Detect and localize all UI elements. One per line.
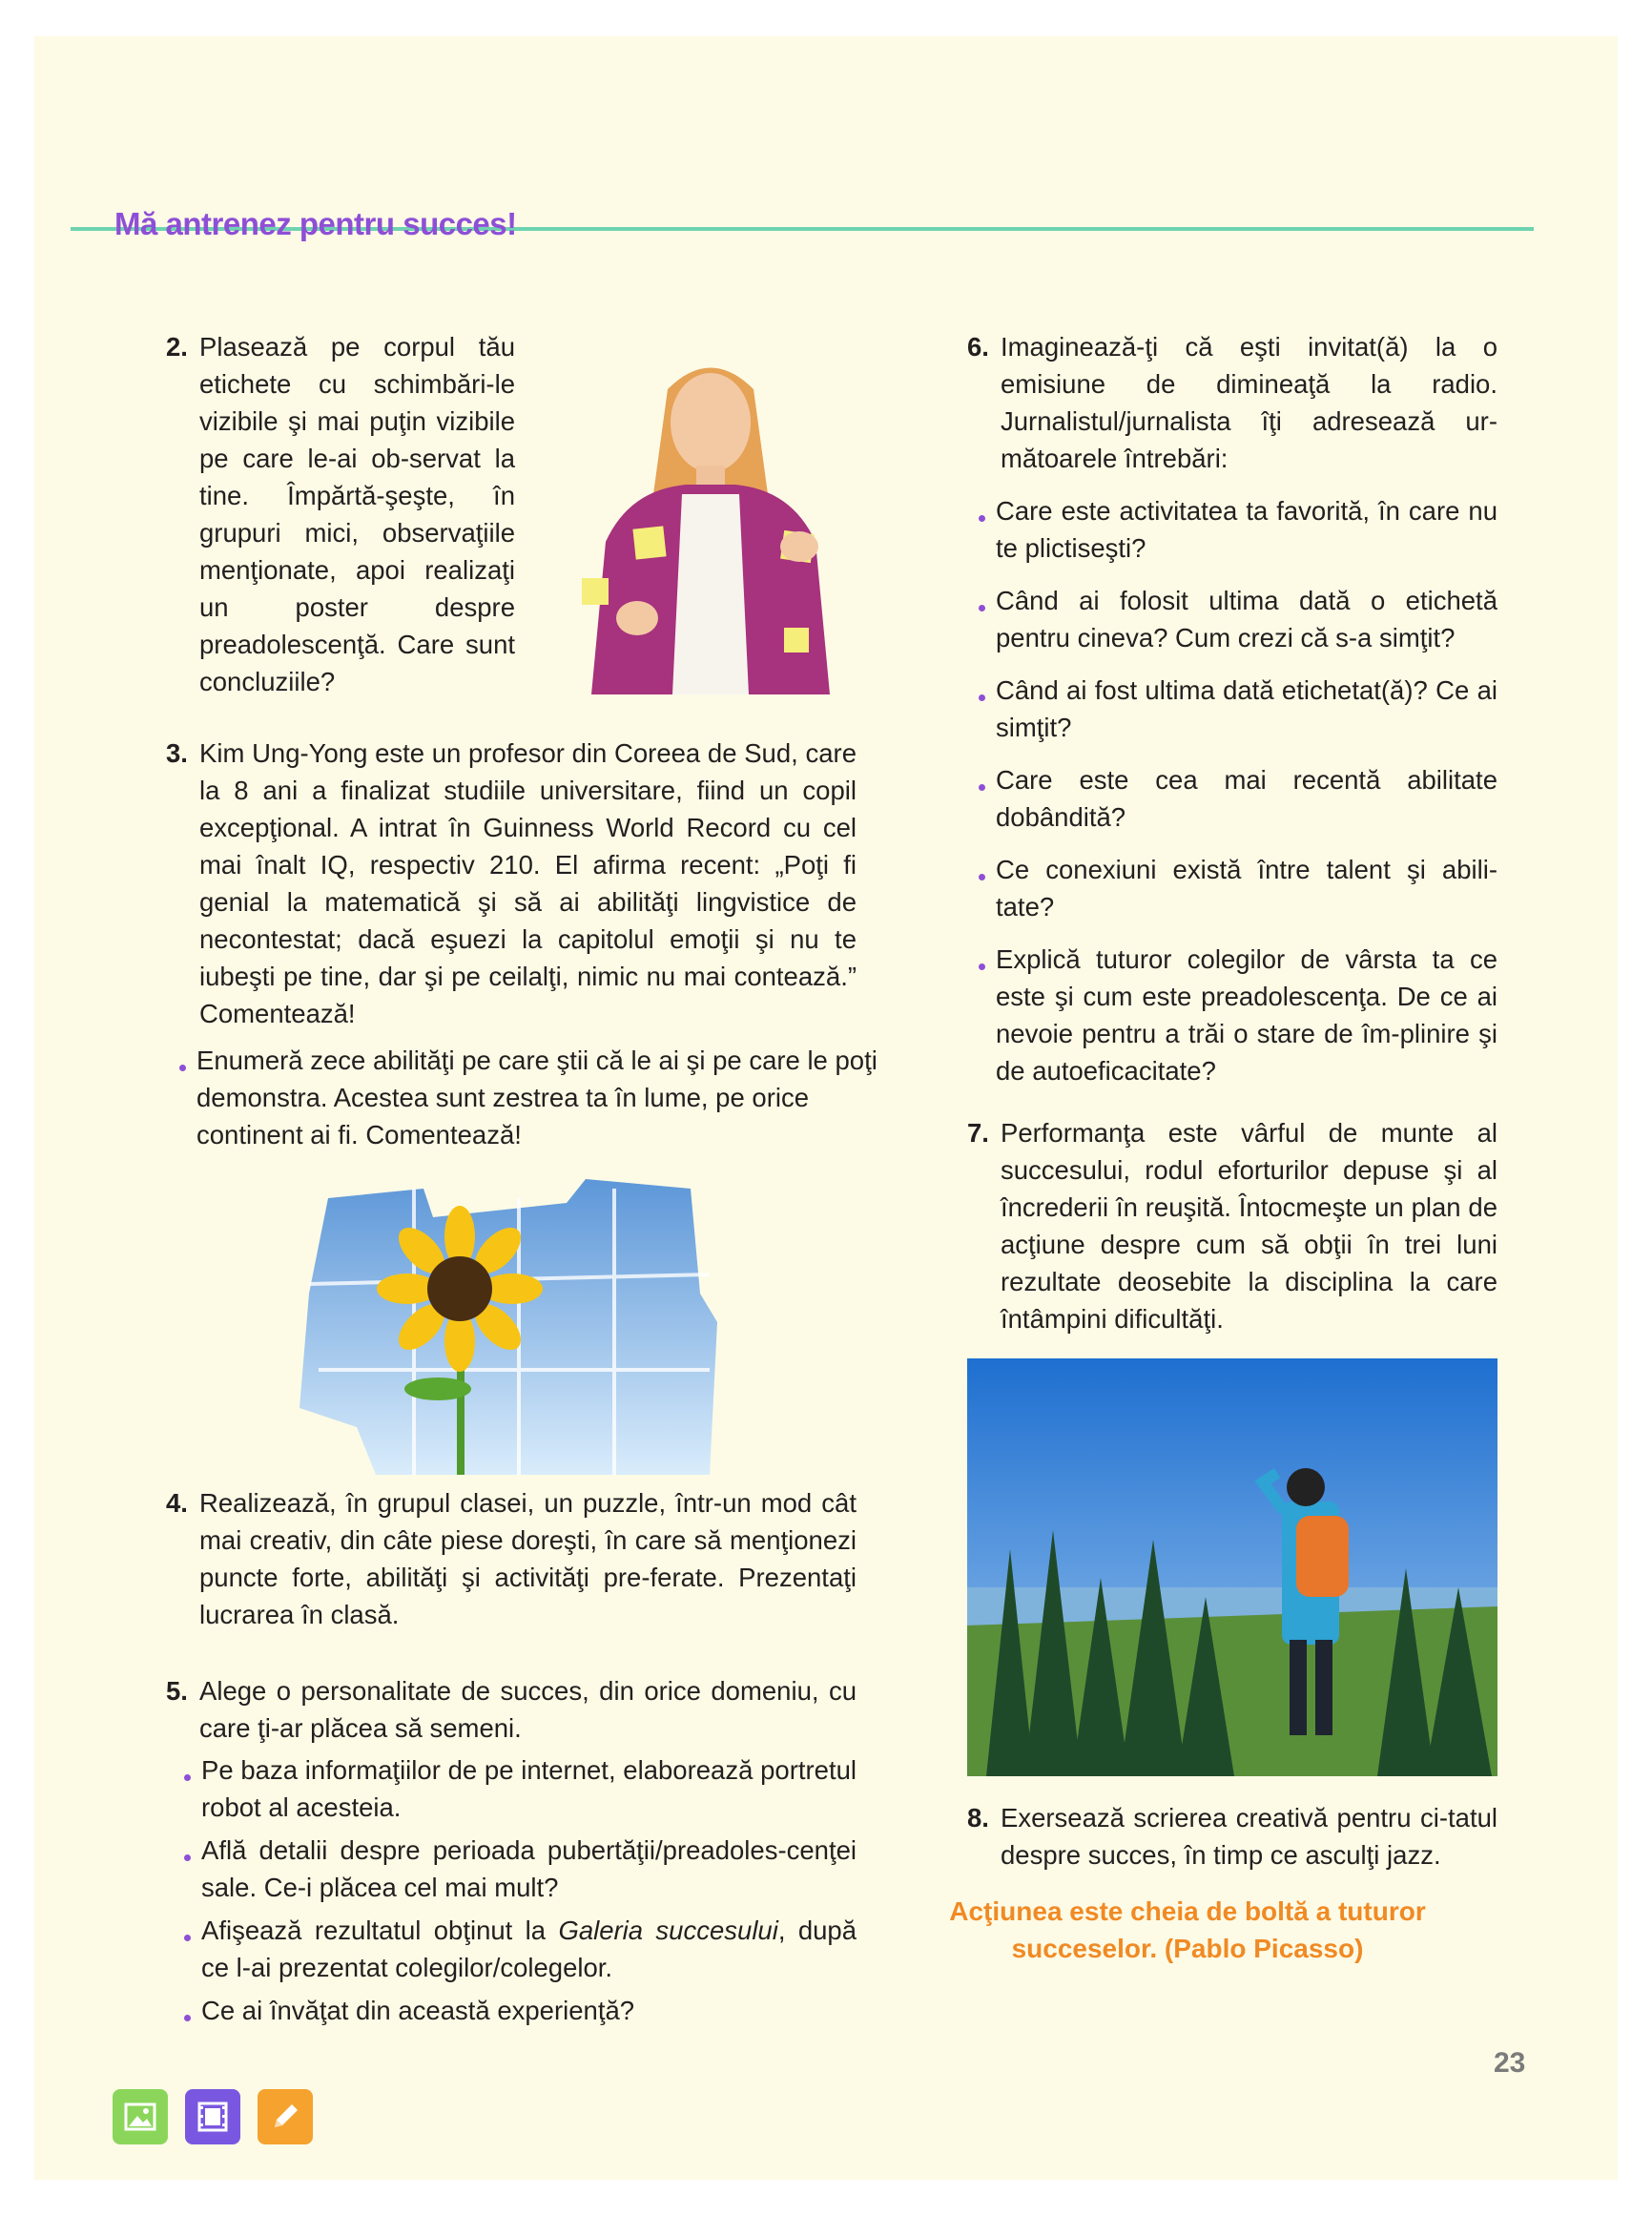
question-6-number: 6. xyxy=(967,332,989,362)
question-7 xyxy=(967,1114,1497,1337)
question-2-text: Plasează pe corpul tău etichete cu schimbări-le vizibile şi mai puţin vizibile pe care le-ai ob-servat la tine. Împărtă-şeşte, în grupuri mici, observaţiile menţionate, apoi realizaţi un poster despre preadolescenţă. Care sunt concluziile? xyxy=(199,332,515,696)
question-6-bullet-6: Explică tuturor colegilor de vârsta ta ce este şi cum este preadolescenţa. De ce ai nevoie pentru a trăi o stare de îm-plinire şi de autoeficacitate? xyxy=(969,941,1497,1089)
question-3-bullet: Enumeră zece abilităţi pe care ştii că le ai şi pe care le poţi demonstra. Acestea sunt zestrea ta în lume, pe orice continent ai fi. Comentează! xyxy=(170,1042,883,1153)
question-6 xyxy=(967,328,1497,477)
question-5-text: Alege o personalitate de succes, din orice domeniu, cu care ţi-ar plăcea să semeni. xyxy=(199,1676,857,1743)
gallery-name: Galeria succesului xyxy=(558,1916,778,1945)
hiker-landscape-image xyxy=(967,1358,1497,1776)
question-5 xyxy=(166,1672,857,1747)
question-8 xyxy=(967,1799,1497,1874)
question-6-bullet-4: Care este cea mai recentă abilitate dobândită? xyxy=(969,761,1497,836)
question-4 xyxy=(166,1484,857,1633)
question-3 xyxy=(166,735,857,1032)
question-2-number: 2. xyxy=(166,332,188,362)
gallery-text-after: , după ce l-ai prezentat colegilor/colegelor. xyxy=(201,1916,857,1982)
question-7-number: 7. xyxy=(967,1118,989,1148)
video-icon[interactable] xyxy=(185,2089,240,2144)
question-6-bullets xyxy=(969,492,1497,1089)
question-8-number: 8. xyxy=(967,1803,989,1833)
image-icon[interactable] xyxy=(113,2089,168,2144)
question-5-number: 5. xyxy=(166,1676,188,1706)
question-5-bullet-2: Află detalii despre perioada pubertăţii/preadoles-cenţei sale. Ce-i plăcea cel mai mult? xyxy=(175,1832,857,1906)
question-6-text: Imaginează-ţi că eşti invitat(ă) la o emisiune de dimineaţă la radio. Jurnalistul/jurnalista îţi adresează ur-mătoarele întrebări: xyxy=(1001,332,1497,473)
gallery-text-before: Afişează rezultatul obţinut la xyxy=(201,1916,559,1945)
girl-sticky-notes-image xyxy=(553,351,868,694)
question-5-bullet-3 xyxy=(175,1912,857,1986)
question-4-number: 4. xyxy=(166,1488,188,1518)
sunflower-puzzle-image xyxy=(299,1179,717,1475)
question-6-bullet-2: Când ai folosit ultima dată o etichetă pentru cineva? Cum crezi că s-a simţit? xyxy=(969,582,1497,656)
page-number: 23 xyxy=(1494,2047,1526,2079)
question-5-bullet-4: Ce ai învăţat din această experienţă? xyxy=(175,1992,857,2029)
pencil-icon[interactable] xyxy=(258,2089,313,2144)
question-6-bullet-1: Care este activitatea ta favorită, în care nu te plictiseşti? xyxy=(969,492,1497,567)
question-4-text: Realizează, în grupul clasei, un puzzle, într-un mod cât mai creativ, din câte piese doreşti, în care să menţionezi puncte forte, abilităţi şi activităţi pre-ferate. Prezentaţi lucrarea în clasă. xyxy=(199,1488,857,1629)
question-5-bullet-1: Pe baza informaţiilor de pe internet, elaborează portretul robot al acesteia. xyxy=(175,1751,857,1826)
question-8-text: Exersează scrierea creativă pentru ci-tatul despre succes, în timp ce asculţi jazz. xyxy=(1001,1803,1497,1870)
picasso-quote: Acţiunea este cheia de boltă a tuturor succeselor. (Pablo Picasso) xyxy=(949,1896,1426,1963)
question-3-text: Kim Ung-Yong este un profesor din Coreea de Sud, care la 8 ani a finalizat studiile universitare, fiind un copil excepţional. A intrat în Guinness World Record cu cel mai înalt IQ, respectiv 210. El afirma recent: „Poţi fi genial la matematică şi să ai abilităţi lingvistice de necontestat; dacă eşuezi la capitolul emoţii şi nu te iubeşti pe tine, dar şi pe ceilalţi, nimic nu mai contează.” Comentează! xyxy=(199,738,857,1028)
question-2 xyxy=(166,328,515,700)
section-title: Mă antrenez pentru succes! xyxy=(114,206,517,241)
question-5-bullets xyxy=(175,1751,857,2029)
question-6-bullet-5: Ce conexiuni există între talent şi abili-tate? xyxy=(969,851,1497,925)
question-6-bullet-3: Când ai fost ultima dată etichetat(ă)? Ce ai simţit? xyxy=(969,672,1497,746)
question-3-number: 3. xyxy=(166,738,188,768)
question-7-text: Performanţa este vârful de munte al succesului, rodul eforturilor depuse şi al încrederii în reuşită. Întocmeşte un plan de acţiune despre cum să obţii în trei luni rezultate deosebite la disciplina la care întâmpini dificultăţi. xyxy=(1001,1118,1497,1334)
